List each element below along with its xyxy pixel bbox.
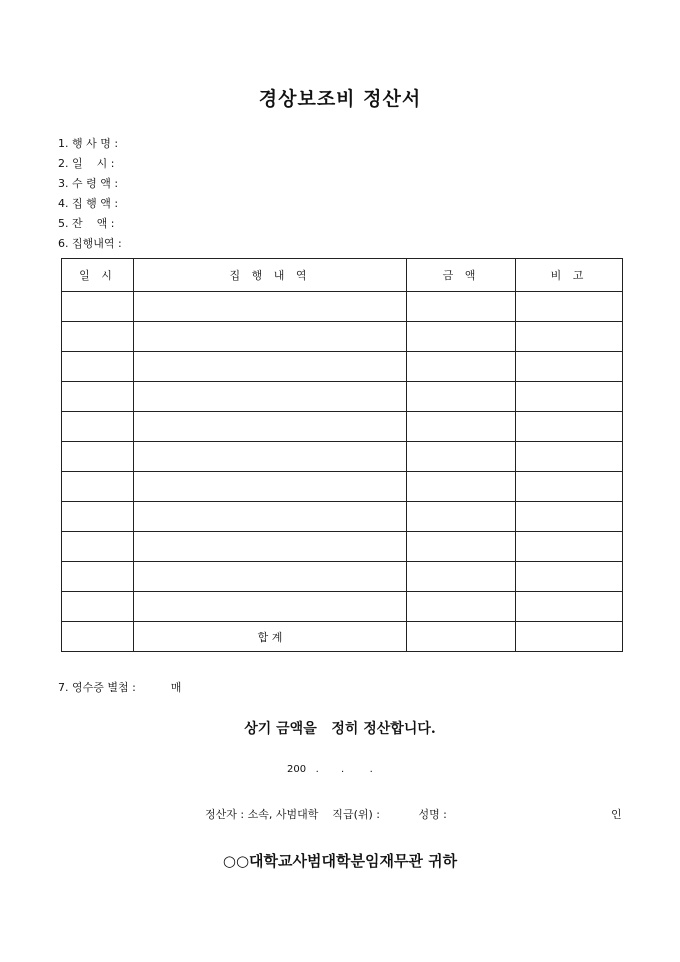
table-cell xyxy=(516,622,623,652)
table-row xyxy=(62,322,623,352)
table-cell xyxy=(134,412,407,442)
addressee: ○○대학교사범대학분임재무관 귀하 xyxy=(222,852,458,870)
table-cell xyxy=(516,442,623,472)
field-balance: 5. 잔 액 : xyxy=(58,217,115,230)
info-fields xyxy=(58,134,122,254)
table-row xyxy=(62,382,623,412)
table-cell xyxy=(62,292,134,322)
field-date: 2. 일 시 : xyxy=(58,157,115,170)
table-cell xyxy=(62,472,134,502)
field-execution-details: 6. 집행내역 : xyxy=(58,237,122,250)
table-row xyxy=(62,502,623,532)
signature-line: 정산자 : 소속, 사범대학 직급(위) : 성명 : xyxy=(205,808,447,821)
table-cell xyxy=(516,382,623,412)
table-cell xyxy=(516,472,623,502)
header-amount: 금 액 xyxy=(407,259,516,292)
table-cell xyxy=(134,502,407,532)
table-header-row xyxy=(62,259,623,292)
table-cell xyxy=(134,562,407,592)
table-row xyxy=(62,442,623,472)
table-cell xyxy=(62,442,134,472)
table-cell xyxy=(134,592,407,622)
date-line: 200 . . . xyxy=(287,764,373,775)
table-cell xyxy=(407,532,516,562)
receipt-attachment: 7. 영수증 별첨 : 매 xyxy=(58,681,182,694)
seal-mark: 인 xyxy=(611,808,622,821)
table-row xyxy=(62,562,623,592)
header-date: 일 시 xyxy=(62,259,134,292)
table-cell xyxy=(134,352,407,382)
table-cell xyxy=(407,502,516,532)
table-cell xyxy=(134,442,407,472)
table-body xyxy=(62,292,623,652)
table-row xyxy=(62,352,623,382)
field-received-amount: 3. 수 령 액 : xyxy=(58,177,119,190)
table-cell xyxy=(407,592,516,622)
table-cell xyxy=(516,352,623,382)
total-label: 합 계 xyxy=(134,622,407,652)
table-cell xyxy=(62,622,134,652)
table-cell xyxy=(516,502,623,532)
table-row xyxy=(62,532,623,562)
header-remarks: 비 고 xyxy=(516,259,623,292)
table-cell xyxy=(407,352,516,382)
field-executed-amount: 4. 집 행 액 : xyxy=(58,197,119,210)
table-cell xyxy=(62,352,134,382)
table-cell xyxy=(407,442,516,472)
table-cell xyxy=(407,322,516,352)
table-cell xyxy=(62,382,134,412)
table-row xyxy=(62,292,623,322)
table-cell xyxy=(134,292,407,322)
table-row xyxy=(62,412,623,442)
document-title: 경상보조비 정산서 xyxy=(258,88,422,110)
header-details: 집 행 내 역 xyxy=(134,259,407,292)
table-cell xyxy=(516,412,623,442)
table-cell xyxy=(134,322,407,352)
table-cell xyxy=(62,532,134,562)
table-cell xyxy=(134,472,407,502)
table-cell xyxy=(62,502,134,532)
table-cell xyxy=(407,562,516,592)
table-cell xyxy=(516,562,623,592)
table-cell xyxy=(516,532,623,562)
table-cell xyxy=(134,382,407,412)
table-cell xyxy=(407,412,516,442)
table-cell xyxy=(407,472,516,502)
table-cell xyxy=(62,412,134,442)
table-cell xyxy=(516,322,623,352)
execution-table xyxy=(61,258,623,652)
table-cell xyxy=(516,592,623,622)
table-cell xyxy=(62,322,134,352)
table-cell xyxy=(516,292,623,322)
table-cell xyxy=(407,382,516,412)
table-cell xyxy=(407,622,516,652)
settlement-statement: 상기 금액을 정히 정산합니다. xyxy=(244,721,436,737)
total-row xyxy=(62,622,623,652)
field-event-name: 1. 행 사 명 : xyxy=(58,137,119,150)
table-row xyxy=(62,472,623,502)
table-row xyxy=(62,592,623,622)
table-cell xyxy=(134,532,407,562)
table-cell xyxy=(62,592,134,622)
table-cell xyxy=(407,292,516,322)
table-cell xyxy=(62,562,134,592)
